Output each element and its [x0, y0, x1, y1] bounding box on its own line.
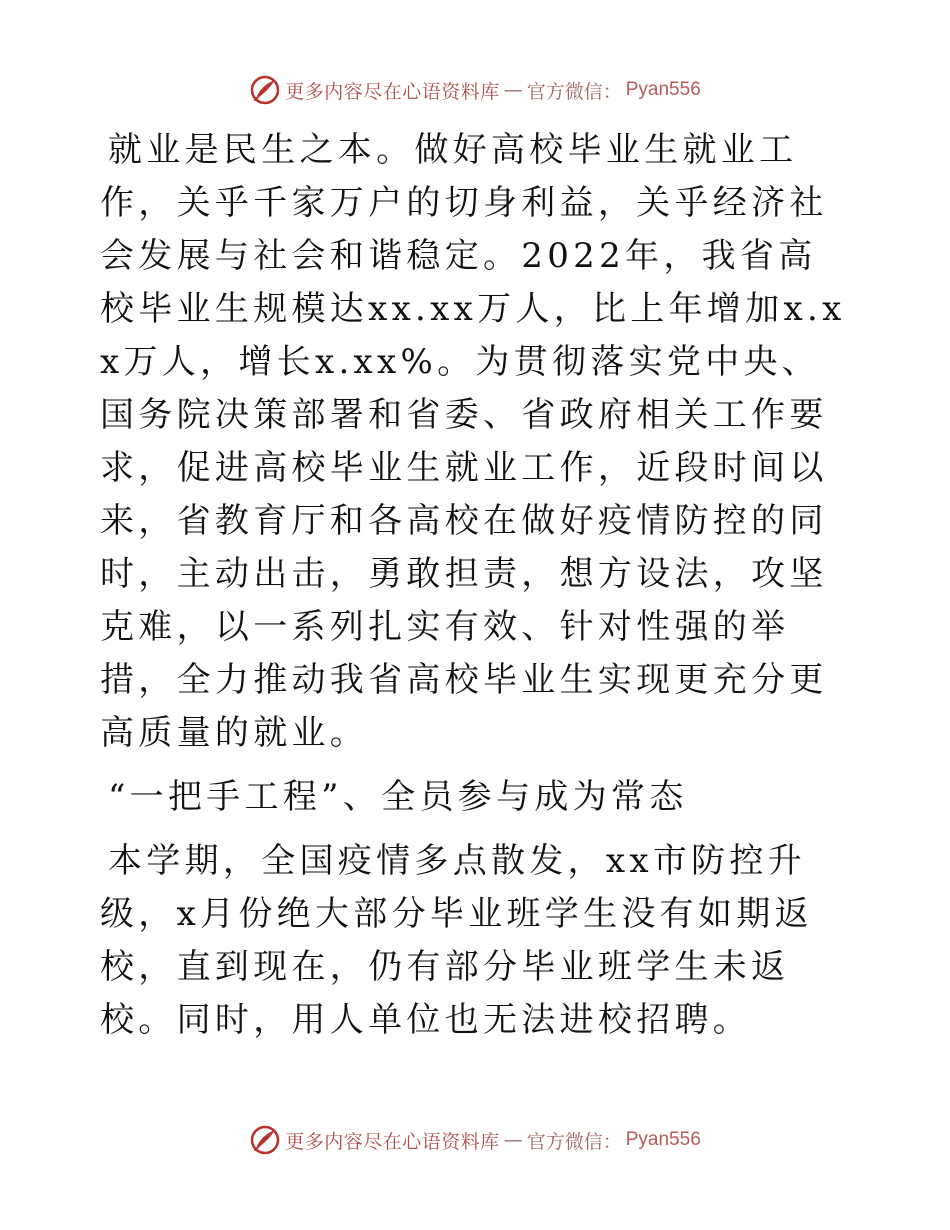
- paragraph-intro: 就业是民生之本。做好高校毕业生就业工作，关乎千家万户的切身利益，关乎经济社会发展与社会和谐稳定。2022年，我省高校毕业生规模达xx.xx万人，比上年增加x.xx万人，增长x.xx%。为贯彻落实党中央、国务院决策部署和省委、省政府相关工作要求，促进高校毕业生就业工作，近段时间以来，省教育厅和各高校在做好疫情防控的同时，主动出击，勇敢担责，想方设法，攻坚克难，以一系列扎实有效、针对性强的举措，全力推动我省高校毕业生实现更充分更高质量的就业。: [100, 130, 846, 753]
- watermark-wechat-id: Pyan556: [625, 79, 701, 100]
- watermark-wechat-id: Pyan556: [625, 1129, 701, 1150]
- watermark-dash: —: [503, 79, 523, 101]
- header-watermark: [0, 70, 950, 110]
- footer-watermark: [0, 1120, 950, 1160]
- watermark-wechat-label: 官方微信：: [526, 1130, 622, 1153]
- section-heading: “一把手工程”、全员参与成为常态: [108, 777, 688, 817]
- document-body: [100, 124, 850, 1047]
- watermark-site-name: 更多内容尽在心语资料库: [285, 1130, 500, 1153]
- watermark-wechat-label: 官方微信：: [526, 80, 622, 103]
- watermark-site-name: 更多内容尽在心语资料库: [285, 80, 500, 103]
- quill-seal-icon: [249, 1124, 281, 1156]
- quill-seal-icon: [249, 74, 281, 106]
- paragraph-semester: 本学期，全国疫情多点散发，xx市防控升级，x月份绝大部分毕业班学生没有如期返校，直到现在，仍有部分毕业班学生未返校。同时，用人单位也无法进校招聘。: [100, 841, 813, 1040]
- watermark-dash: —: [503, 1129, 523, 1151]
